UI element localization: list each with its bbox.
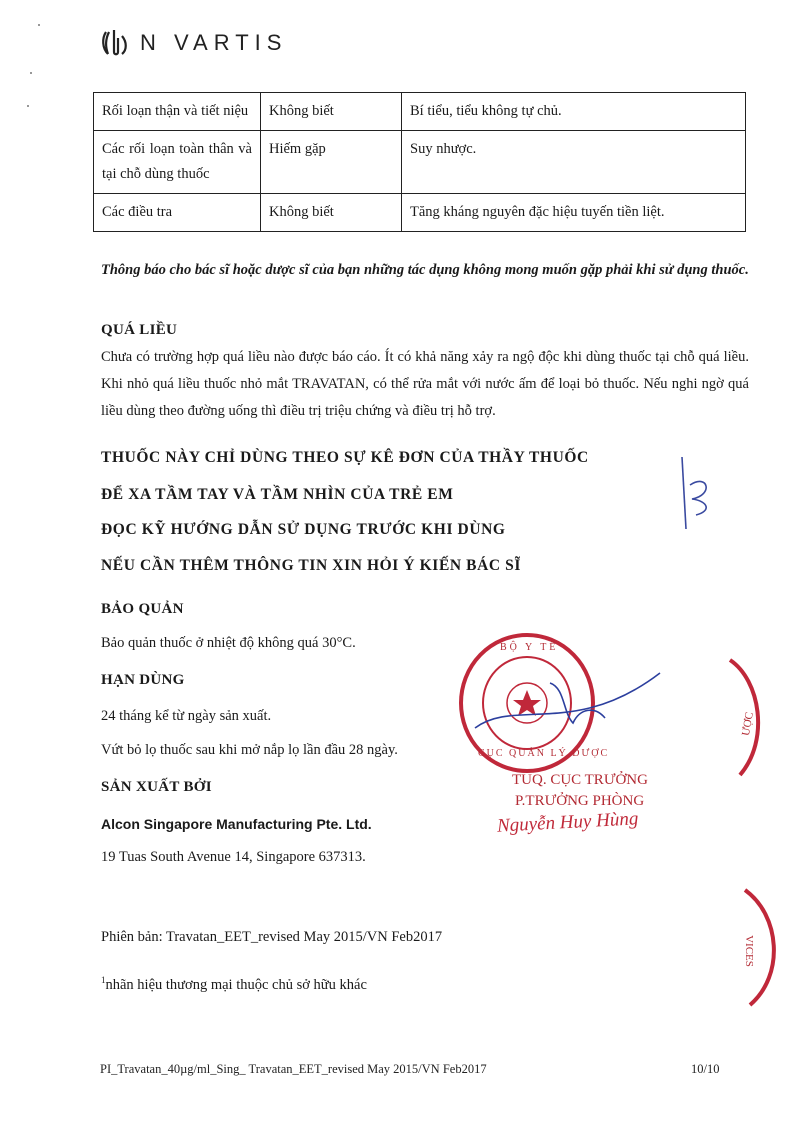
adverse-effects-table (93, 92, 746, 232)
manufacturer-heading: SẢN XUẤT BỞI (101, 779, 212, 795)
footnote-text: nhãn hiệu thương mại thuộc chủ sở hữu khác (105, 976, 367, 993)
scan-speck (30, 72, 32, 74)
scan-speck (27, 105, 29, 107)
warning-children: ĐỂ XA TẦM TAY VÀ TẦM NHÌN CỦA TRẺ EM (101, 486, 454, 503)
footnote-mark: 1 (101, 975, 106, 985)
table-row (94, 93, 746, 131)
effect-cell: Bí tiểu, tiểu không tự chủ. (402, 93, 746, 131)
storage-heading: BẢO QUẢN (101, 601, 184, 617)
expiry-after-opening: Vứt bỏ lọ thuốc sau khi mở nắp lọ lần đầu 28 ngày. (101, 742, 398, 758)
organ-class-cell: Các điều tra (94, 194, 261, 232)
stamp-bottom-text: CỤC QUẢN LÝ DƯỢC (478, 748, 610, 759)
organ-class-cell: Các rối loạn toàn thân và tại chỗ dùng thuốc (94, 131, 261, 194)
frequency-cell: Không biết (261, 93, 402, 131)
initials-mark (668, 455, 728, 535)
warning-read-instructions: ĐỌC KỸ HƯỚNG DẪN SỬ DỤNG TRƯỚC KHI DÙNG (101, 521, 506, 538)
edge-stamp-text-1: ƯỢC (739, 711, 756, 737)
scan-speck (38, 24, 40, 26)
effect-cell: Suy nhược. (402, 131, 746, 194)
page-number: 10/10 (691, 1062, 720, 1076)
novartis-logo (100, 28, 287, 58)
signatory-name: Nguyễn Huy Hùng (496, 808, 639, 837)
manufacturer-company: Alcon Singapore Manufacturing Pte. Ltd. (101, 816, 372, 832)
frequency-cell: Hiếm gặp (261, 131, 402, 194)
footer-filename: PI_Travatan_40µg/ml_Sing_ Travatan_EET_revised May 2015/VN Feb2017 (100, 1062, 487, 1076)
edge-stamp-text-2: VICES (742, 935, 755, 967)
warning-prescription: THUỐC NÀY CHỈ DÙNG THEO SỰ KÊ ĐƠN CỦA THẦY THUỐC (101, 449, 589, 466)
trademark-footnote (101, 968, 367, 998)
overdose-heading: QUÁ LIỀU (101, 322, 178, 338)
novartis-flame-icon (100, 28, 130, 58)
expiry-shelf-life: 24 tháng kể từ ngày sản xuất. (101, 708, 272, 724)
report-side-effects-note: Thông báo cho bác sĩ hoặc dược sĩ của bạn những tác dụng không mong muốn gặp phải khi sử dụng thuốc. (101, 262, 749, 278)
approval-title-1: TUQ. CỤC TRƯỞNG (512, 772, 648, 788)
storage-text: Bảo quản thuốc ở nhiệt độ không quá 30°C. (101, 635, 356, 651)
frequency-cell: Không biết (261, 194, 402, 232)
organ-class-cell: Rối loạn thận và tiết niệu (94, 93, 261, 131)
version-line: Phiên bản: Travatan_EET_revised May 2015/VN Feb2017 (101, 929, 443, 945)
table-row (94, 194, 746, 232)
manufacturer-address: 19 Tuas South Avenue 14, Singapore 637313. (101, 849, 366, 865)
edge-stamp-1 (720, 650, 799, 780)
approval-title-2: P.TRƯỞNG PHÒNG (515, 793, 645, 809)
warning-ask-doctor: NẾU CẦN THÊM THÔNG TIN XIN HỎI Ý KIẾN BÁC SĨ (101, 557, 521, 574)
expiry-heading: HẠN DÙNG (101, 672, 185, 688)
brand-name: N VARTIS (140, 30, 288, 55)
effect-cell: Tăng kháng nguyên đặc hiệu tuyến tiền liệt. (402, 194, 746, 232)
stamp-top-text: BỘ Y TẾ (500, 642, 559, 653)
overdose-text: Chưa có trường hợp quá liều nào được báo cáo. Ít có khả năng xảy ra ngộ độc khi dùng thuốc tại chỗ quá liều. Khi nhỏ quá liều thuốc nhỏ mắt TRAVATAN, có thể rửa mắt với nước ấm để loại bỏ thuốc. Nếu nghi ngờ quá liều dùng theo đường uống thì điều trị triệu chứng và điều trị hỗ trợ. (101, 349, 749, 419)
table-row (94, 131, 746, 194)
